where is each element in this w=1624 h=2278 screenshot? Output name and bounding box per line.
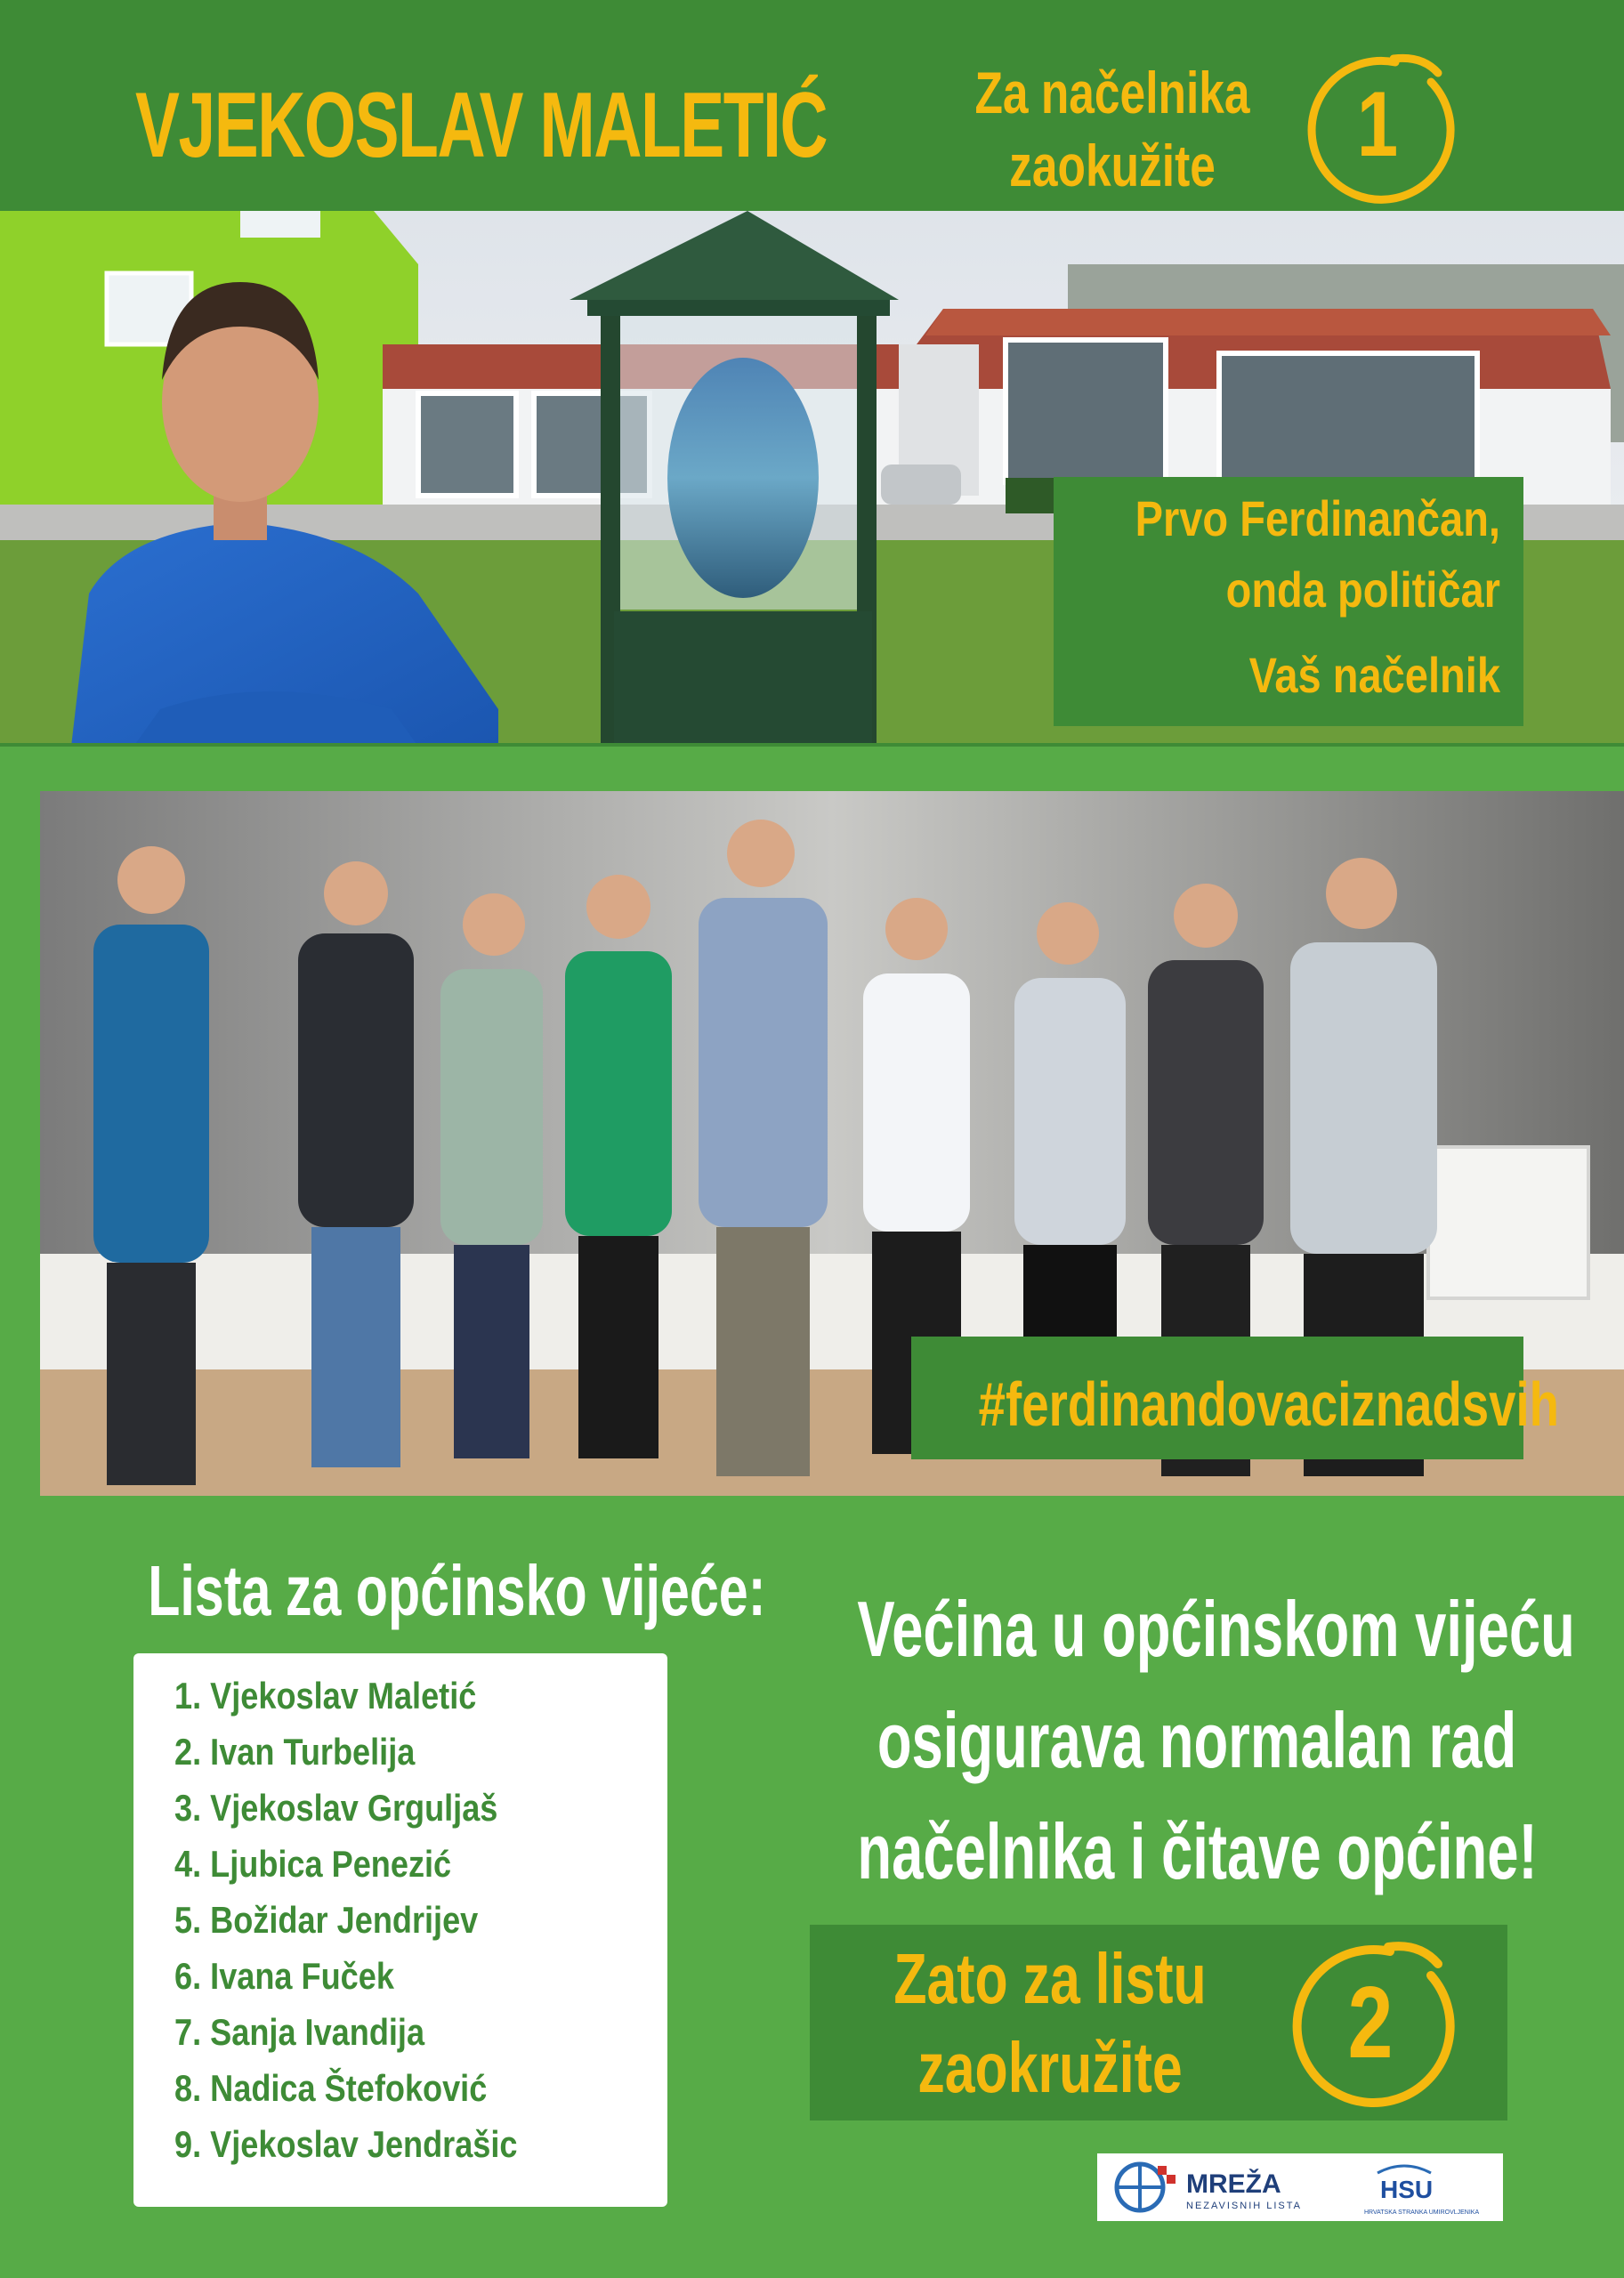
candidate-name: VJEKOSLAV MALETIĆ [135, 74, 828, 177]
list-item: 9. Vjekoslav Jendrašic [174, 2123, 518, 2165]
list-item: 3. Vjekoslav Grguljaš [174, 1787, 498, 1829]
party-logos [1097, 2153, 1503, 2221]
list-number: 2 [1347, 1967, 1394, 2080]
divider-band [0, 747, 1624, 791]
list-item: 5. Božidar Jendrijev [174, 1899, 479, 1941]
hashtag-text: #ferdinandovaciznadsvih [978, 1369, 1560, 1439]
hsu-logo-icon [1378, 2166, 1431, 2173]
list-item: 2. Ivan Turbelija [174, 1731, 416, 1773]
mreza-sub: NEZAVISNIH LISTA [1186, 2201, 1303, 2211]
slogan-line2: onda političar [1225, 561, 1500, 618]
mayor-instruction-line2: zaokužite [1009, 133, 1216, 198]
list-item: 4. Ljubica Penezić [174, 1843, 452, 1885]
majority-line2: osigurava normalan rad [877, 1696, 1517, 1784]
list-item: 1. Vjekoslav Maletić [174, 1675, 477, 1717]
logos-graphic [1097, 2153, 1503, 2221]
list-item: 6. Ivana Fuček [174, 1955, 394, 1997]
mreza-name: MREŽA [1186, 2169, 1281, 2199]
majority-line3: načelnika i čitave općine! [857, 1807, 1538, 1895]
council-list-box [133, 1653, 667, 2207]
list-item: 8. Nadica Štefoković [174, 2067, 488, 2109]
candidate-number: 1 [1356, 73, 1399, 176]
list-item: 7. Sanja Ivandija [174, 2011, 425, 2053]
slogan-line1: Prvo Ferdinančan, [1135, 490, 1500, 546]
majority-line1: Većina u općinskom vijeću [857, 1585, 1575, 1673]
council-list-heading: Lista za općinsko vijeće: [148, 1551, 766, 1630]
cta-line1: Zato za listu [893, 1939, 1207, 2018]
hsu-sub: HRVATSKA STRANKA UMIROVLJENIKA [1364, 2209, 1480, 2216]
mayor-instruction-line1: Za načelnika [974, 60, 1250, 125]
slogan-line3: Vaš načelnik [1248, 647, 1500, 703]
hsu-name: HSU [1380, 2176, 1434, 2203]
mreza-logo-icon [1117, 2164, 1176, 2210]
cta-line2: zaokružite [917, 2028, 1183, 2107]
